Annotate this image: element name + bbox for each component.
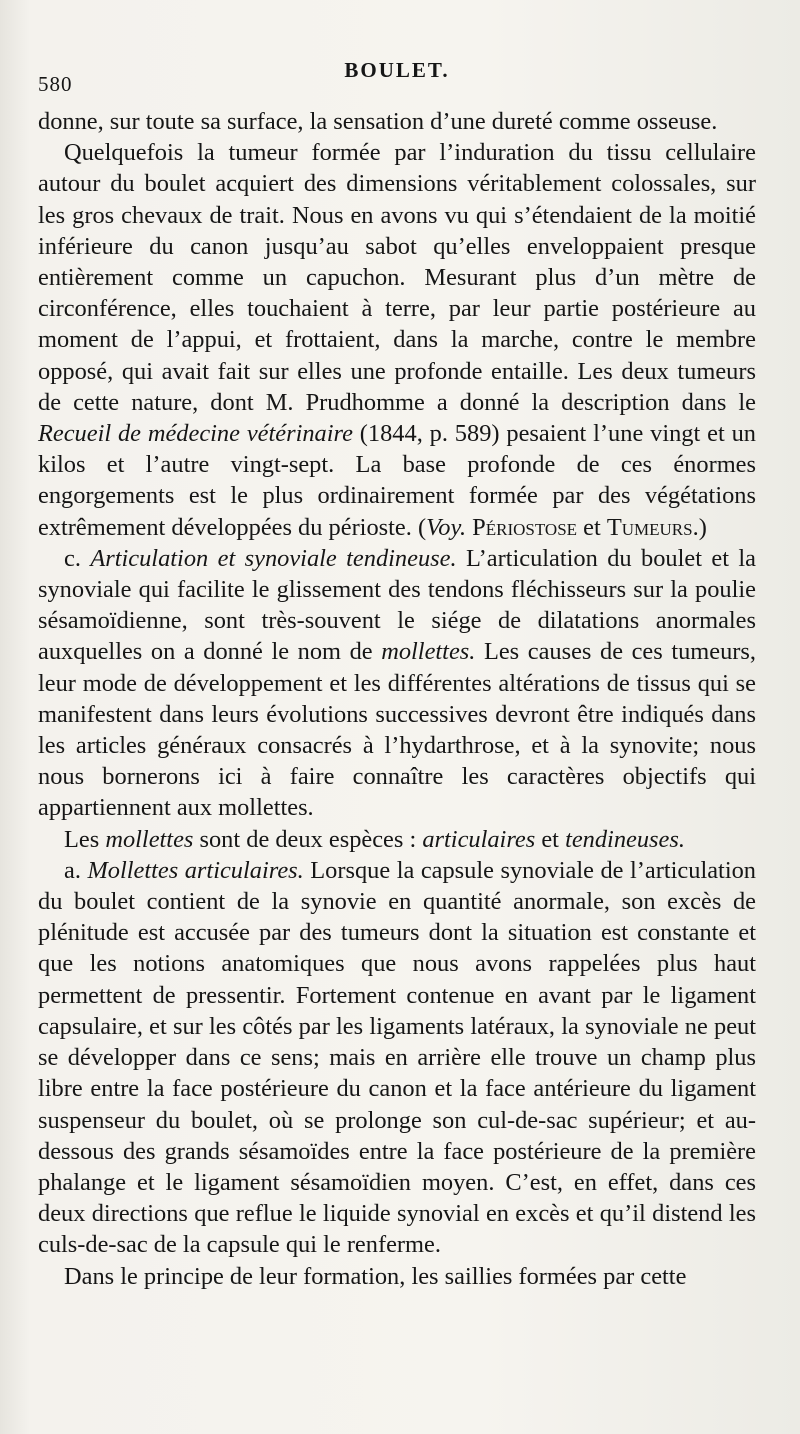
text-run: et (535, 825, 566, 853)
running-head: BOULET. (344, 58, 450, 82)
italic-run: mollettes (105, 825, 194, 853)
body-text (38, 106, 756, 1292)
text-run: Les (64, 825, 106, 853)
text-run: .) (692, 513, 707, 541)
journal-title: Recueil de médecine vétérinaire (38, 420, 353, 448)
text-run: Dans le principe de leur formation, les saillies formées par cette (64, 1262, 687, 1290)
text-run: donne, sur toute sa surface, la sensation d’une dureté comme osseuse. (38, 108, 718, 135)
text-run: Quelquefois la tumeur formée par l’induration du tissu cellulaire autour du boulet acquiert des dimensions véritablement colossales, sur les gros chevaux de trait. Nous en avons vu qui s’étendaient de la moitié inférieure du canon jusqu’au sabot qu’elles enveloppaient presque entièrement comme un capuchon. Mesurant plus d’un mètre de circonférence, elles touchaient à terre, par leur partie postérieure au moment de l’appui, et frottaient, dans la marche, contre le membre opposé, qui avait fait sur elles une profonde entaille. Les deux tumeurs de cette nature, dont M. Prudhomme a donné la description dans le (38, 139, 756, 416)
cross-reference: Tumeurs (606, 513, 693, 541)
italic-run: mollettes. (381, 638, 476, 666)
italic-run: articulaires (422, 825, 536, 853)
text-run: L’articulation du boulet et la synoviale qui facilite le glissement des tendons fléchisseurs sur la poulie sésamoïdienne, sont très-souvent le siége de dilatations anormales auxquelles on a donné le nom de (38, 544, 756, 666)
paragraph-two-species (38, 824, 756, 855)
page-header (38, 54, 756, 106)
section-letter: a. (64, 856, 88, 884)
paragraph-giant-tumors (38, 137, 756, 543)
text-run: et (577, 513, 607, 541)
page-number: 580 (38, 72, 73, 96)
paragraph-section-c (38, 543, 756, 824)
cross-reference: Périostose (472, 513, 578, 541)
paragraph-continuation (38, 106, 756, 137)
section-letter: c. (64, 544, 91, 572)
paragraph-last (38, 1261, 756, 1292)
paragraph-section-a (38, 855, 756, 1261)
italic-run: Voy. (426, 513, 467, 541)
italic-run: tendineuses. (565, 825, 685, 853)
text-run: (1844, p. 589) pesaient l’une vingt et un kilos et l’autre vingt-sept. La base profonde de ces énormes engorgements est le plus ordinairement formée par des végétations extrêmement développées du périoste. ( (38, 420, 756, 541)
text-run: sont de deux espèces : (193, 825, 423, 853)
section-heading: Articulation et synoviale tendineuse. (90, 544, 457, 572)
text-run: Lorsque la capsule synoviale de l’articulation du boulet contient de la synovie en quantité anormale, son excès de plénitude est accusée par des tumeurs dont la situation est constante et que les notions anatomiques que nous avons rappelées plus haut permettent de pressentir. Fortement contenue en avant par le ligament capsulaire, et sur les côtés par les ligaments latéraux, la synoviale ne peut se développer dans ce sens; mais en arrière elle trouve un champ plus libre entre la face postérieure du canon et la face antérieure du ligament suspenseur du boulet, où se prolonge son cul-de-sac supérieur; et au-dessous des grands sésamoïdes entre la face postérieure de la première phalange et le ligament sésamoïdien moyen. C’est, en effet, dans ces deux directions que reflue le liquide synovial en excès et qu’il distend les culs-de-sac de la capsule qui le renferme. (38, 856, 756, 1259)
text-run: Les causes de ces tumeurs, leur mode de développement et les différentes altérations de tissus qui se manifestent dans leurs évolutions successives devront être indiqués dans les articles généraux consacrés à l’hydarthrose, et à la synovite; nous nous bornerons ici à faire connaître les caractères objectifs qui appartiennent aux mollettes. (38, 638, 757, 822)
section-heading: Mollettes articulaires. (87, 856, 304, 884)
